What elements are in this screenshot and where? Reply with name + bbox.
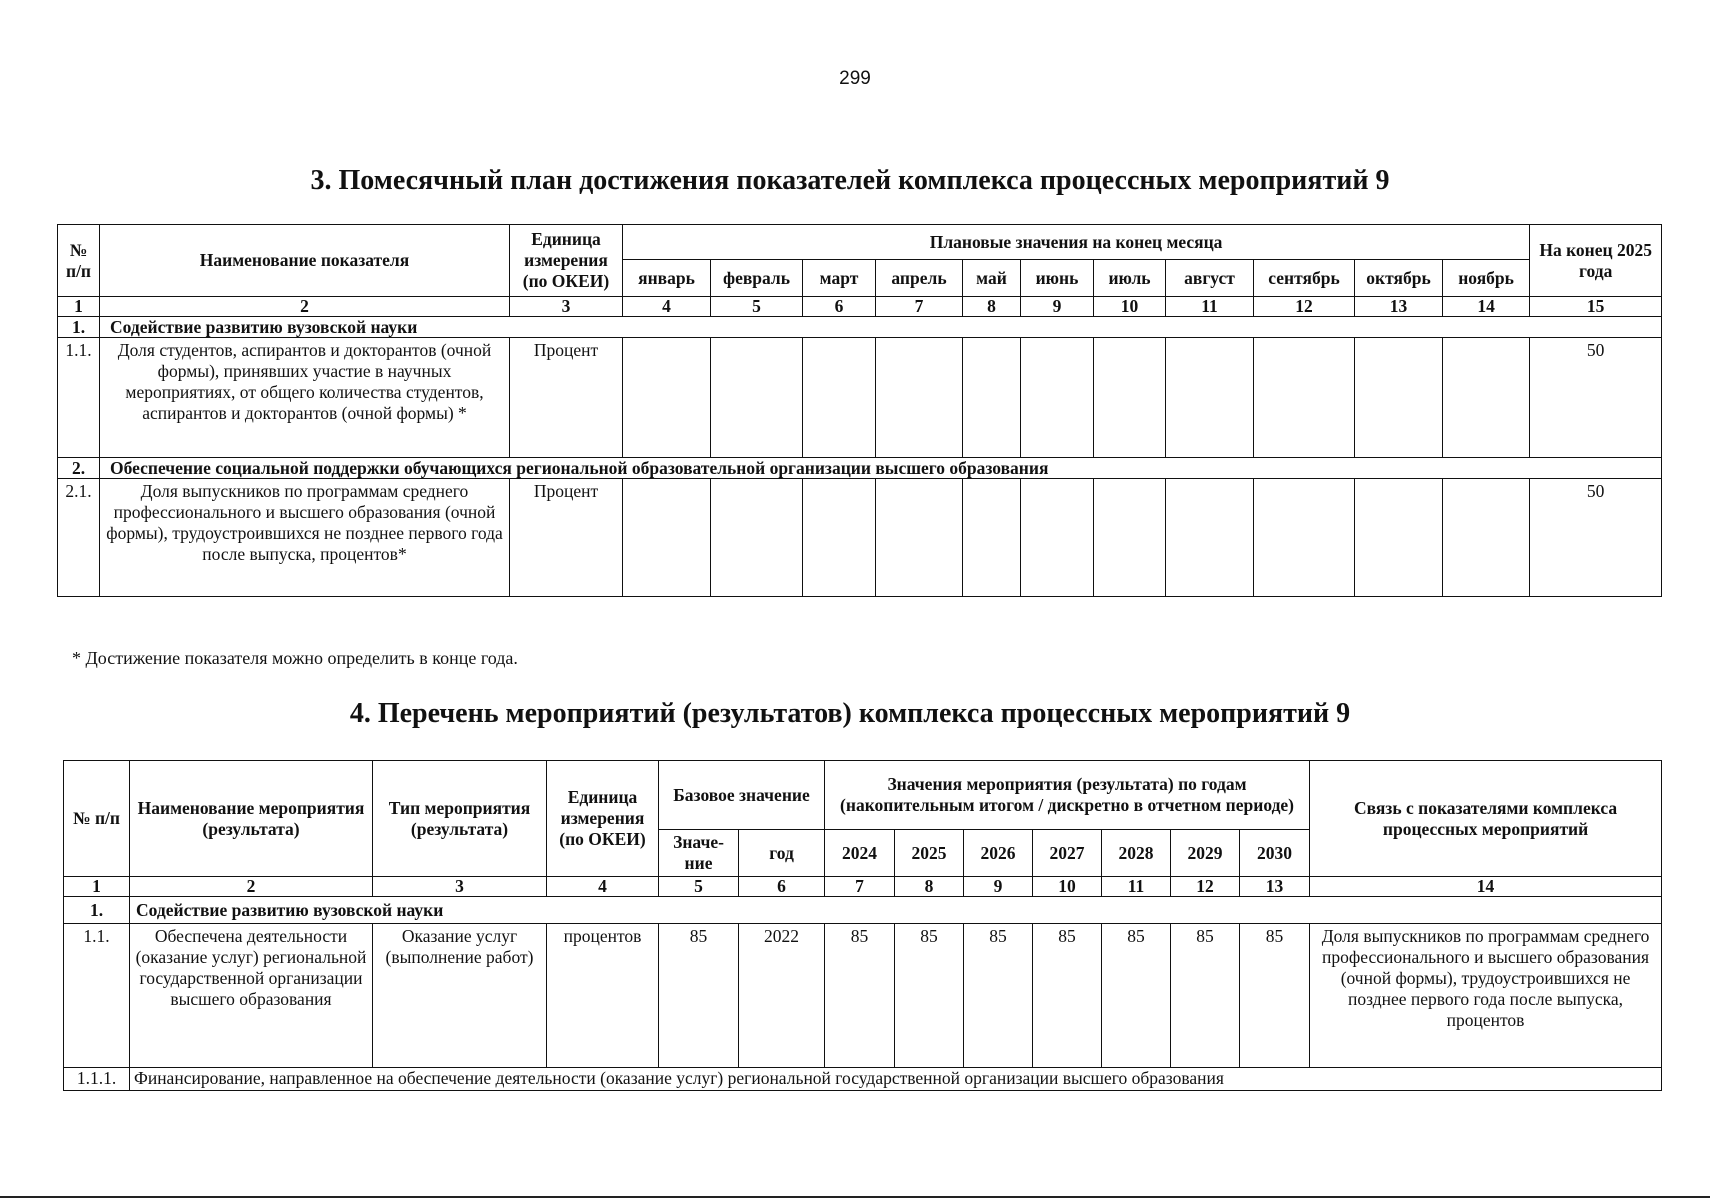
column-numbers-row	[64, 877, 1662, 897]
year-header: 2028	[1102, 830, 1171, 877]
table-row	[64, 1068, 1662, 1091]
month-header: июль	[1094, 260, 1166, 297]
month-value	[1094, 338, 1166, 458]
column-number: 4	[623, 297, 711, 317]
month-value	[1166, 479, 1254, 597]
col-unit-header: Единица измерения (по ОКЕИ)	[510, 225, 623, 297]
column-numbers-row	[58, 297, 1662, 317]
year-value: 85	[1171, 924, 1240, 1068]
month-value	[803, 338, 876, 458]
activity-description: Финансирование, направленное на обеспечение деятельности (оказание услуг) региональной государственной организации высшего образования	[130, 1068, 1662, 1091]
column-number: 3	[510, 297, 623, 317]
month-value	[623, 338, 711, 458]
year-header: 2025	[895, 830, 964, 877]
year-values-header: Значения мероприятия (результата) по годам (накопительным итогом / дискретно в отчетном периоде)	[825, 761, 1310, 830]
page-number: 299	[839, 68, 871, 89]
base-value-subheader: Значе- ние	[659, 830, 739, 877]
month-value	[1443, 479, 1530, 597]
table-row	[58, 338, 1662, 458]
section-row	[64, 897, 1662, 924]
month-header: сентябрь	[1254, 260, 1355, 297]
col-name-header: Наименование показателя	[100, 225, 510, 297]
table-row	[58, 479, 1662, 597]
column-number: 8	[895, 877, 964, 897]
link-header: Связь с показателями комплекса процессных мероприятий	[1310, 761, 1662, 877]
month-value	[963, 479, 1021, 597]
month-header: март	[803, 260, 876, 297]
column-number: 6	[739, 877, 825, 897]
month-value	[1021, 479, 1094, 597]
indicator-name: Доля выпускников по программам среднего профессионального и высшего образования (очной формы), трудоустроившихся не позднее первого года после выпуска, процентов*	[100, 479, 510, 597]
month-header: июнь	[1021, 260, 1094, 297]
row-number: 2.1.	[58, 479, 100, 597]
column-number: 14	[1443, 297, 1530, 317]
base-year-subheader: год	[739, 830, 825, 877]
month-header: август	[1166, 260, 1254, 297]
month-value	[1094, 479, 1166, 597]
column-number: 1	[58, 297, 100, 317]
activity-name: Обеспечена деятельности (оказание услуг) региональной государственной организации высшего образования	[130, 924, 373, 1068]
year-end-value: 50	[1530, 479, 1662, 597]
footnote: * Достижение показателя можно определить в конце года.	[72, 648, 518, 668]
section-row	[58, 458, 1662, 479]
year-value: 85	[1033, 924, 1102, 1068]
month-value	[803, 479, 876, 597]
month-value	[1021, 338, 1094, 458]
year-header: 2029	[1171, 830, 1240, 877]
section-number: 1.	[64, 897, 130, 924]
year-value: 85	[1240, 924, 1310, 1068]
link-cell: Доля выпускников по программам среднего профессионального и высшего образования (очной формы), трудоустроившихся не позднее первого года после выпуска, процентов	[1310, 924, 1662, 1068]
monthly-plan-table	[57, 224, 1662, 597]
base-year: 2022	[739, 924, 825, 1068]
column-number: 10	[1033, 877, 1102, 897]
column-number: 11	[1166, 297, 1254, 317]
section-row	[58, 317, 1662, 338]
month-value	[1166, 338, 1254, 458]
unit-cell: Процент	[510, 338, 623, 458]
month-header: ноябрь	[1443, 260, 1530, 297]
month-value	[1355, 338, 1443, 458]
column-number: 5	[659, 877, 739, 897]
activities-table	[63, 760, 1662, 1091]
row-number: 1.1.	[58, 338, 100, 458]
year-header: 2026	[964, 830, 1033, 877]
table-row	[64, 924, 1662, 1068]
column-number: 7	[825, 877, 895, 897]
column-number: 13	[1240, 877, 1310, 897]
section-title: Обеспечение социальной поддержки обучающихся региональной образовательной организации высшего образования	[100, 458, 1662, 479]
column-number: 12	[1171, 877, 1240, 897]
year-value: 85	[895, 924, 964, 1068]
row-number: 1.1.	[64, 924, 130, 1068]
bottom-rule	[0, 1196, 1710, 1198]
month-value	[711, 338, 803, 458]
col-name-header: Наименование мероприятия (результата)	[130, 761, 373, 877]
year-value: 85	[964, 924, 1033, 1068]
section-3-heading: 3. Помесячный план достижения показателей комплекса процессных мероприятий 9	[310, 165, 1390, 196]
base-value: 85	[659, 924, 739, 1068]
section-title: Содействие развитию вузовской науки	[100, 317, 1662, 338]
month-header: февраль	[711, 260, 803, 297]
column-number: 5	[711, 297, 803, 317]
activity-type: Оказание услуг (выполнение работ)	[373, 924, 547, 1068]
header-row	[58, 225, 1662, 260]
month-value	[1355, 479, 1443, 597]
col-type-header: Тип мероприятия (результата)	[373, 761, 547, 877]
column-number: 15	[1530, 297, 1662, 317]
month-value	[876, 479, 963, 597]
year-header: 2027	[1033, 830, 1102, 877]
col-num-header: № п/п	[58, 225, 100, 297]
year-end-value: 50	[1530, 338, 1662, 458]
column-number: 2	[100, 297, 510, 317]
month-value	[1254, 338, 1355, 458]
column-number: 9	[964, 877, 1033, 897]
year-header: 2024	[825, 830, 895, 877]
column-number: 12	[1254, 297, 1355, 317]
column-number: 2	[130, 877, 373, 897]
planned-values-header: Плановые значения на конец месяца	[623, 225, 1530, 260]
year-value: 85	[1102, 924, 1171, 1068]
section-number: 2.	[58, 458, 100, 479]
column-number: 8	[963, 297, 1021, 317]
year-end-header: На конец 2025 года	[1530, 225, 1662, 297]
section-4-heading: 4. Перечень мероприятий (результатов) комплекса процессных мероприятий 9	[349, 698, 1351, 729]
month-header: май	[963, 260, 1021, 297]
col-unit-header: Единица измерения (по ОКЕИ)	[547, 761, 659, 877]
column-number: 4	[547, 877, 659, 897]
column-number: 3	[373, 877, 547, 897]
month-header: октябрь	[1355, 260, 1443, 297]
column-number: 13	[1355, 297, 1443, 317]
column-number: 11	[1102, 877, 1171, 897]
column-number: 7	[876, 297, 963, 317]
indicator-name: Доля студентов, аспирантов и докторантов (очной формы), принявших участие в научных мероприятиях, от общего количества студентов, аспирантов и докторантов (очной формы) *	[100, 338, 510, 458]
unit-cell: Процент	[510, 479, 623, 597]
year-value: 85	[825, 924, 895, 1068]
month-value	[1254, 479, 1355, 597]
row-number: 1.1.1.	[64, 1068, 130, 1091]
month-value	[711, 479, 803, 597]
month-header: январь	[623, 260, 711, 297]
column-number: 14	[1310, 877, 1662, 897]
column-number: 1	[64, 877, 130, 897]
month-header: апрель	[876, 260, 963, 297]
header-row	[64, 761, 1662, 830]
col-num-header: № п/п	[64, 761, 130, 877]
month-value	[963, 338, 1021, 458]
month-value	[1443, 338, 1530, 458]
year-header: 2030	[1240, 830, 1310, 877]
month-value	[876, 338, 963, 458]
section-number: 1.	[58, 317, 100, 338]
column-number: 10	[1094, 297, 1166, 317]
unit-cell: процентов	[547, 924, 659, 1068]
month-value	[623, 479, 711, 597]
column-number: 9	[1021, 297, 1094, 317]
section-title: Содействие развитию вузовской науки	[130, 897, 1662, 924]
column-number: 6	[803, 297, 876, 317]
base-value-header: Базовое значение	[659, 761, 825, 830]
